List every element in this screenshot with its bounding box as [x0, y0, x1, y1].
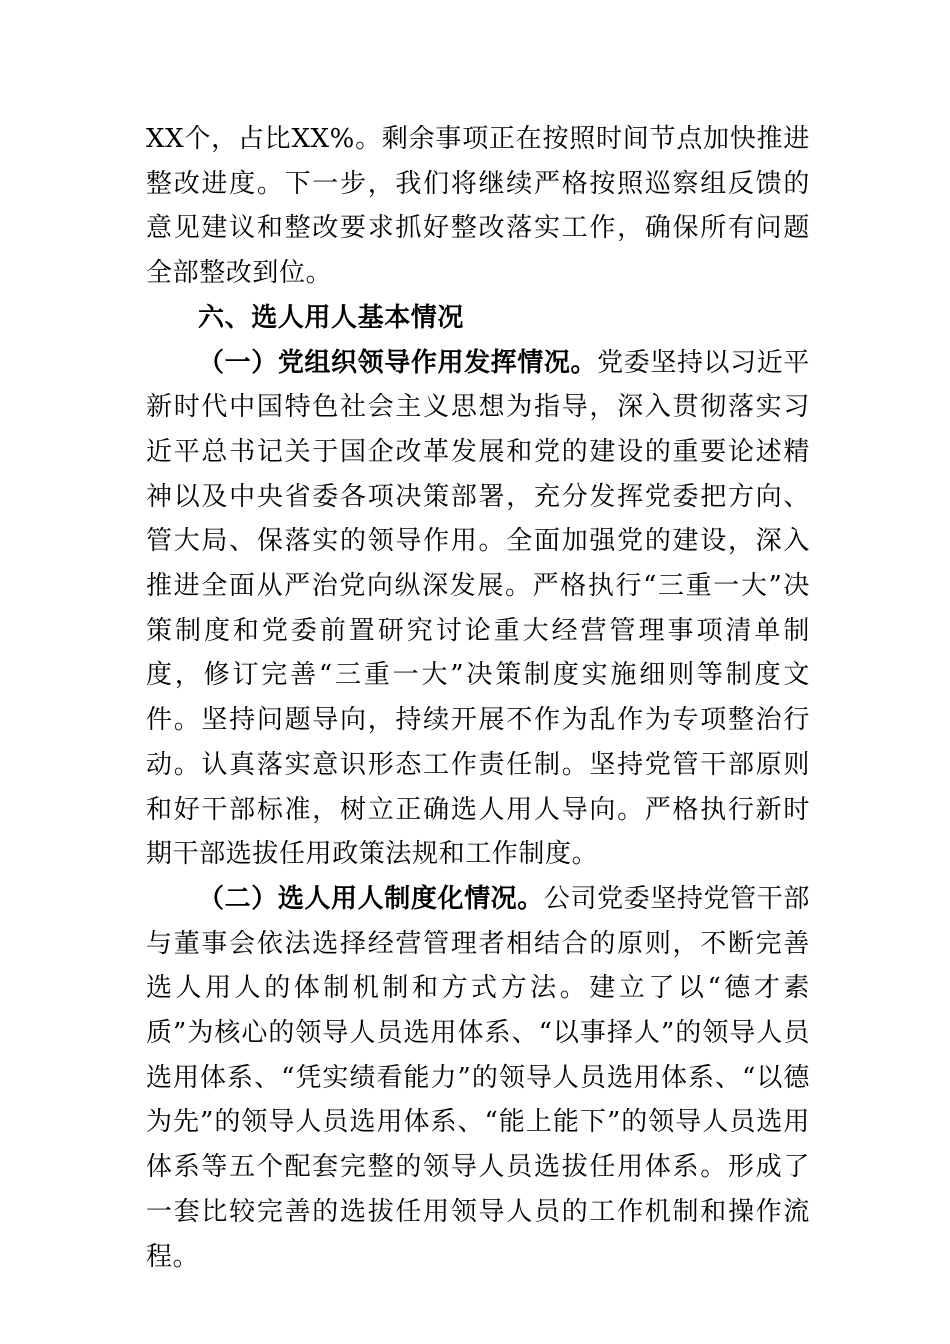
- document-body: [146, 117, 810, 1279]
- subsection-lead-1: （一）党组织领导作用发挥情况。: [198, 347, 598, 378]
- subsection-body-2: 公司党委坚持党管干部与董事会依法选择经营管理者相结合的原则，不断完善选人用人的体制机制和方式方法。建立了以“德才素质”为核心的领导人员选用体系、“以事择人”的领导人员选用体系、“凭实绩看能力”的领导人员选用体系、“以德为先”的领导人员选用体系、“能上能下”的领导人员选用体系等五个配套完整的领导人员选拔任用体系。形成了一套比较完善的选拔任用领导人员的工作机制和操作流程。: [146, 883, 810, 1272]
- subsection-body-1: 党委坚持以习近平新时代中国特色社会主义思想为指导，深入贯彻落实习近平总书记关于国企改革发展和党的建设的重要论述精神以及中央省委各项决策部署，充分发挥党委把方向、管大局、保落实的领导作用。全面加强党的建设，深入推进全面从严治党向纵深发展。严格执行“三重一大”决策制度和党委前置研究讨论重大经营管理事项清单制度，修订完善“三重一大”决策制度实施细则等制度文件。坚持问题导向，持续开展不作为乱作为专项整治行动。认真落实意识形态工作责任制。坚持党管干部原则和好干部标准，树立正确选人用人导向。严格执行新时期干部选拔任用政策法规和工作制度。: [146, 347, 810, 870]
- paragraph-party-leadership: [146, 341, 810, 877]
- section-heading: 六、选人用人基本情况: [198, 302, 465, 333]
- paragraph-rectification-progress: XX个，占比XX%。剩余事项正在按照时间节点加快推进整改进度。下一步，我们将继续严格按照巡察组反馈的意见建议和整改要求抓好整改落实工作，确保所有问题全部整改到位。: [146, 124, 810, 289]
- paragraph-personnel-system: [146, 877, 810, 1279]
- subsection-lead-2: （二）选人用人制度化情况。: [198, 883, 544, 914]
